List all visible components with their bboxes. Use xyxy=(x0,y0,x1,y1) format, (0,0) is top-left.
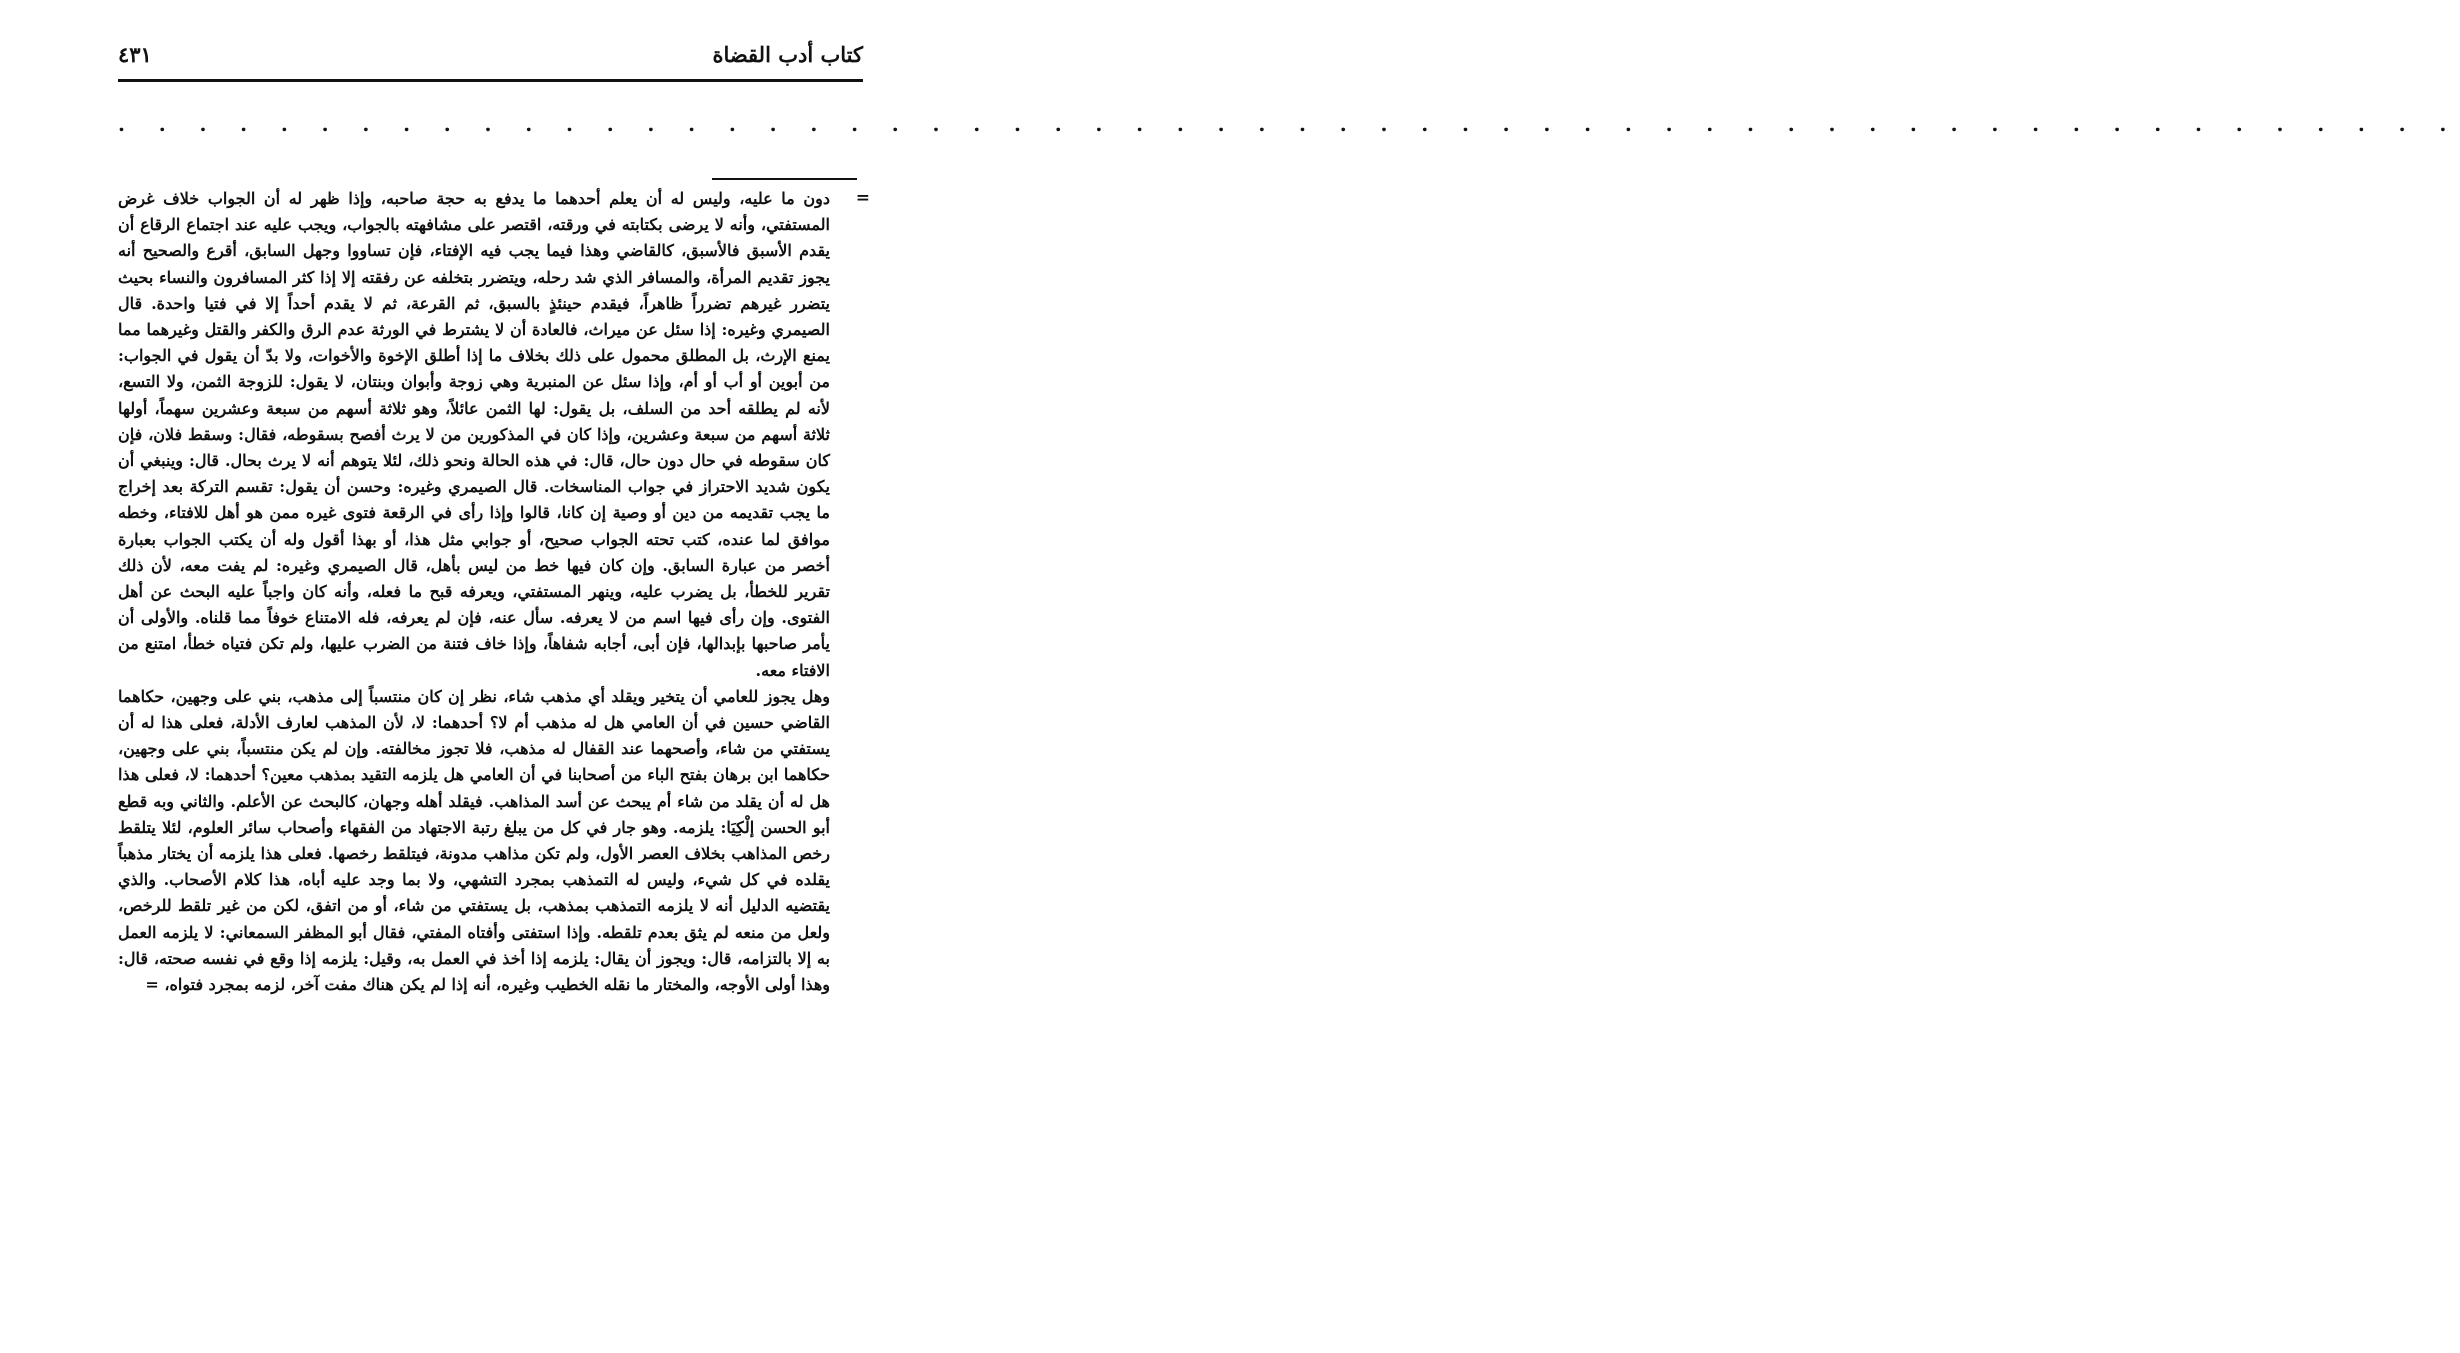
footnote-paragraph-2: وهل يجوز للعامي أن يتخير ويقلد أي مذهب شاء، نظر إن كان منتسباً إلى مذهب، بني على وجهين، حكاهما القاضي حسين في أن العامي هل له مذهب أم لا؟ أحدهما: لا، لأن المذهب لعارف الأدلة، فعلى هذا له أن يستفتي من شاء، وأصحهما عند القفال له مذهب، فلا تجوز مخالفته. وإن لم يكن منتسباً، بني على وجهين، حكاهما ابن برهان بفتح الباء من أصحابنا في أن العامي هل يلزمه التقيد بمذهب معين؟ أحدهما: لا، فعلى هذا هل له أن يقلد من شاء أم يبحث عن أسد المذاهب. فيقلد أهله وجهان، كالبحث عن الأعلم. والثاني وبه قطع أبو الحسن إلْكِيَا: يلزمه. وهو جار في كل من يبلغ رتبة الاجتهاد من الفقهاء وأصحاب سائر العلوم، لئلا يتلقط رخص المذاهب بخلاف العصر الأول، ولم تكن مذاهب مدونة، فيتلقط رخصها. فعلى هذا يلزمه أن يختار مذهباً يقلده في كل شيء، وليس له التمذهب بمجرد التشهي، ولا بما وجد عليه أباه، هذا كلام الأصحاب. والذي يقتضيه الدليل أنه لا يلزمه التمذهب بمذهب، بل يستفتي من شاء، أو من اتفق، لكن من غير تلقط للرخص، ولعل من منعه لم يثق بعدم تلقطه. وإذا استفتى وأفتاه المفتي، فقال أبو المظفر السمعاني: لا يلزمه العمل به إلا بالتزامه، قال: ويجوز أن يقال: يلزمه إذا أخذ في العمل به، وقيل: يلزمه إذا وقع في نفسه صحته، قال: وهذا أولى الأوجه، والمختار ما نقله الخطيب وغيره، أنه إذا لم يكن هناك مفت آخر، لزمه بمجرد فتواه، = xyxy=(118,686,830,995)
footnote-paragraph-1: دون ما عليه، وليس له أن يعلم أحدهما ما يدفع به حجة صاحبه، وإذا ظهر له أن الجواب خلاف غرض المستفتي، وأنه لا يرضى بكتابته في ورقته، اقتصر على مشافهته بالجواب، ويجب عليه عند اجتماع الرقاع أن يقدم الأسبق فالأسبق، كالقاضي وهذا فيما يجب فيه الإفتاء، فإن تساووا وجهل السابق، أقرع والصحيح أنه يجوز تقديم المرأة، والمسافر الذي شد رحله، ويتضرر بتخلفه عن رفقته إلا إذا كثر المسافرون والنساء بحيث يتضرر غيرهم تضرراً ظاهراً، فيقدم حينئذٍ بالسبق، ثم القرعة، ثم لا يقدم أحداً إلا في فتيا واحدة. قال الصيمري وغيره: إذا سئل عن ميراث، فالعادة أن لا يشترط في الورثة عدم الرق والكفر والقتل وغيرهما مما يمنع الإرث، بل المطلق محمول على ذلك بخلاف ما إذا أطلق الإخوة والأخوات، ولا بدّ أن يقول في الجواب: من أبوين أو أب أو أم، وإذا سئل عن المنبرية وهي زوجة وأبوان وبنتان، لا يقول: للزوجة الثمن، ولا التسع، لأنه لم يطلقه أحد من السلف، بل يقول: لها الثمن عائلاً، وهو ثلاثة أسهم من سبعة وعشرين سهماً، أولها ثلاثة أسهم من سبعة وعشرين، وإذا كان في المذكورين من لا يرث أفصح بسقوطه، فقال: وسقط فلان، فإن كان سقوطه في حال دون حال، قال: في هذه الحالة ونحو ذلك، لئلا يتوهم أنه لا يرث بحال. قال: وينبغي أن يكون شديد الاحتراز في جواب المناسخات. قال الصيمري وغيره: وحسن أن يقول: تقسم التركة بعد إخراج ما يجب تقديمه من دين أو وصية إن كانا، قالوا وإذا رأى في الرقعة فتوى غيره ممن هو أهل للافتاء، وخطه موافق لما عنده، كتب تحته الجواب صحيح، أو جوابي مثل هذا، أو بهذا أقول وله أن يكتب الجواب بعبارة أخصر من عبارة السابق. وإن كان فيها خط من ليس بأهل، قال الصيمري وغيره: لم يفت معه، لأن ذلك تقرير للخطأ، بل يضرب عليه، وينهر المستفتي، ويعرفه قبح ما فعله، وأنه كان واجباً عليه البحث عن أهل الفتوى. وإن رأى فيها اسم من لا يعرفه. سأل عنه، فإن لم يعرفه، فله الامتناع خوفاً مما قلناه. والأولى أن يأمر صاحبها بإبدالها، فإن أبى، أجابه شفاهاً، وإذا خاف فتنة من الضرب عليها، ولم تكن فتياه خطأ، امتنع من الافتاء معه. xyxy=(118,189,830,680)
page-number: ٤٣١ xyxy=(118,42,152,67)
running-header xyxy=(118,40,863,82)
book-title: كتاب أدب القضاة xyxy=(712,42,863,67)
footnote-body xyxy=(118,186,830,998)
footnote-rule xyxy=(712,178,857,180)
continuation-marker: = xyxy=(855,188,870,208)
header-rule xyxy=(118,79,863,82)
section-separator-dots: . . . . . . . . . . . . . . . . . . . . . . . . . . . . . . . . . . . . . . . . . . . . . . . . . . . . . . . . . . xyxy=(118,112,2460,136)
